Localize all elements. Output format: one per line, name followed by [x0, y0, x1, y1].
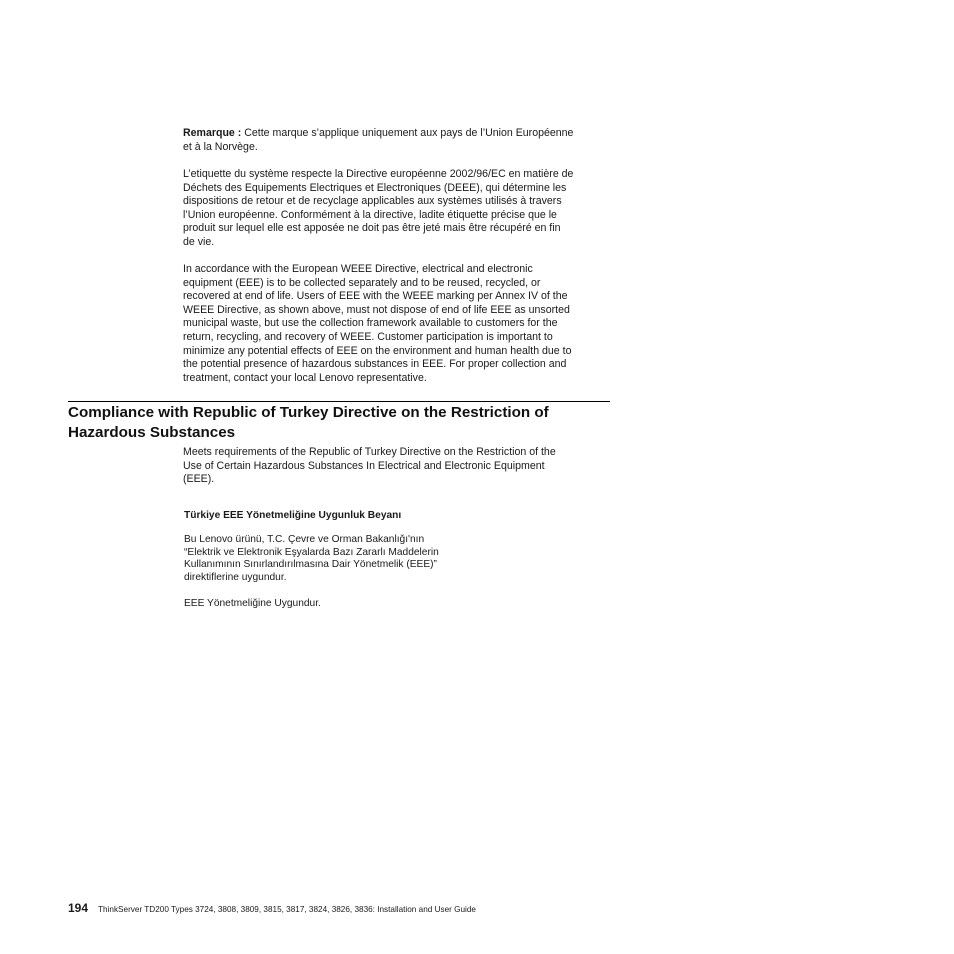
text-line: Meets requirements of the Republic of Turkey Directive on the Restriction of the: [183, 446, 556, 458]
text-line: direktiflerine uygundur.: [184, 571, 287, 583]
remark-text-line: et à la Norvège.: [183, 140, 258, 153]
remark-paragraph: [183, 127, 611, 154]
text-line: the potential presence of hazardous substances in EEE. For proper collection and: [183, 358, 567, 371]
text-line: equipment (EEE) is to be collected separately and to be reused, recycled, or: [183, 276, 541, 289]
text-line: de vie.: [183, 235, 215, 248]
text-line: “Elektrik ve Elektronik Eşyalarda Bazı Zararlı Maddelerin: [184, 546, 439, 558]
text-line: return, recycling, and recovery of WEEE. Customer participation is important to: [183, 330, 553, 343]
text-line: recovered at end of life. Users of EEE with the WEEE marking per Annex IV of the: [183, 290, 568, 303]
document-title: ThinkServer TD200 Types 3724, 3808, 3809, 3815, 3817, 3824, 3826, 3836: Installation and User Guide: [98, 905, 476, 914]
remark-label: Remarque :: [183, 127, 242, 139]
section-heading-turkey-rohs: [68, 401, 610, 442]
page-footer: [68, 901, 476, 917]
text-line: WEEE Directive, as shown above, must not dispose of end of life EEE as unsorted: [183, 303, 570, 316]
text-line: treatment, contact your local Lenovo representative.: [183, 371, 427, 384]
heading-line: Hazardous Substances: [68, 423, 236, 441]
english-weee-paragraph: [183, 263, 611, 385]
text-line: Use of Certain Hazardous Substances In Electrical and Electronic Equipment: [183, 459, 545, 472]
text-line: l’Union européenne. Conformément à la directive, ladite étiquette précise que le: [183, 208, 557, 221]
text-line: Kullanımının Sınırlandırılmasına Dair Yönetmelik (EEE)”: [184, 559, 437, 571]
text-line: municipal waste, but use the collection framework available to customers for the: [183, 317, 558, 330]
text-line: dispositions de retour et de recyclage applicables aux systèmes utilisés à travers: [183, 195, 562, 208]
text-line: In accordance with the European WEEE Directive, electrical and electronic: [183, 263, 533, 275]
turkish-declaration-paragraph: [184, 534, 484, 584]
remark-text-line: Cette marque s’applique uniquement aux pays de l’Union Européenne: [241, 127, 574, 139]
turkish-conformity-statement: EEE Yönetmeliğine Uygundur.: [184, 598, 321, 609]
text-line: Déchets des Equipements Electriques et Electroniques (DEEE), qui détermine les: [183, 181, 567, 194]
heading-line: Compliance with Republic of Turkey Directive on the Restriction of: [68, 404, 549, 421]
text-line: produit sur lequel elle est apposée ne doit pas être jeté mais être récupéré en fin: [183, 222, 561, 235]
page-number: 194: [68, 901, 89, 915]
meets-requirements-paragraph: [183, 446, 611, 487]
turkish-declaration-heading: Türkiye EEE Yönetmeliğine Uygunluk Beyanı: [184, 510, 402, 521]
text-line: Bu Lenovo ürünü, T.C. Çevre ve Orman Bakanlığı'nın: [184, 534, 425, 545]
french-weee-paragraph: [183, 168, 611, 250]
text-line: minimize any potential effects of EEE on the environment and human health due to: [183, 344, 572, 357]
text-line: (EEE).: [183, 473, 215, 486]
text-line: L’etiquette du système respecte la Directive européenne 2002/96/EC en matière de: [183, 168, 574, 180]
